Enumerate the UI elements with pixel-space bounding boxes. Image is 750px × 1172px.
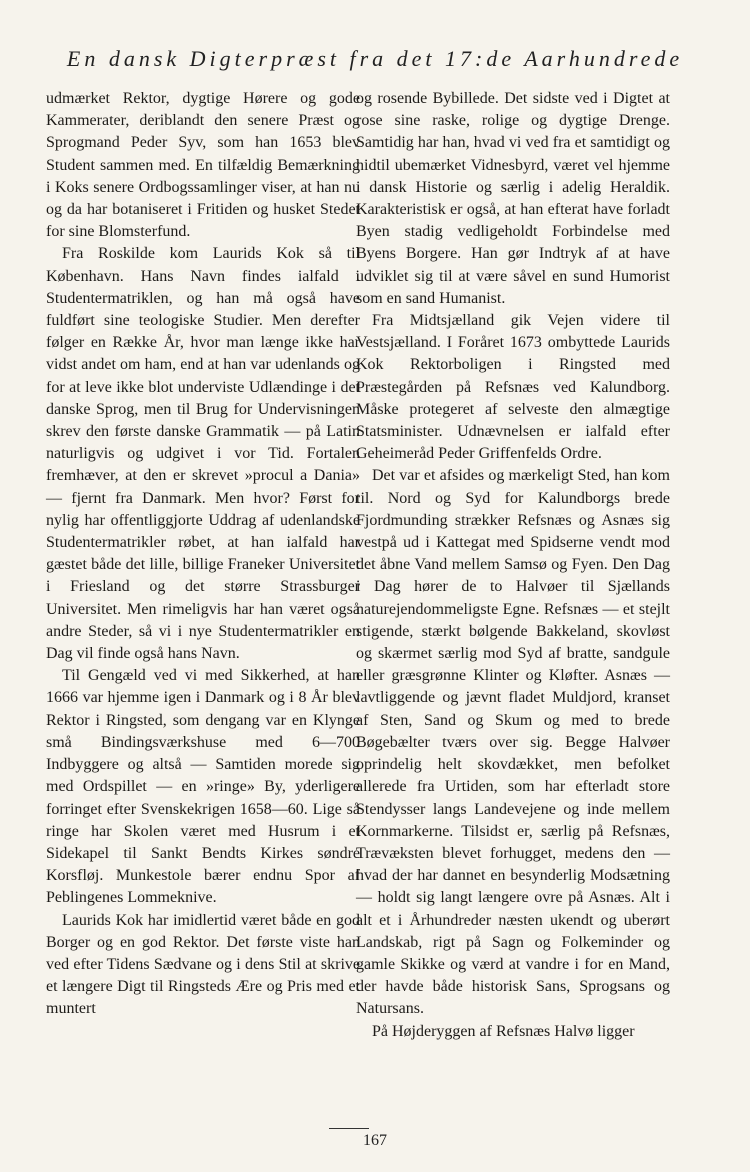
page-number-rule [329, 1128, 369, 1129]
paragraph: Fra Midtsjælland gik Vejen videre til Vestsjælland. I Foråret 1673 ombyttede Laurids Kok Rektorboligen i Ringsted med Præstegården på Refsnæs ved Kalundborg. Måske protegeret af selveste den almægtige Statsminister. Udnævnelsen er ialfald efter Geheimeråd Peder Griffenfelds Ordre. [356, 312, 670, 463]
running-head: En dansk Digterpræst fra det 17:de Aarhundrede [66, 46, 684, 71]
paragraph: og rosende Bybillede. Det sidste ved i Digtet at rose sine raske, rolige og dygtige Drenge. Samtidig har han, hvad vi ved fra et samtidigt og hidtil ubemærket Vidnesbyrd, været vel hjemme i dansk Historie og særlig i adelig Heraldik. Karakteristisk er også, at han efterat have forladt Byen stadig vedligeholdt Forbindelse med Byens Borgere. Han gør Indtryk af at have udviklet sig til at være såvel en sund Humorist som en sand Humanist. [356, 90, 670, 307]
paragraph: udmærket Rektor, dygtige Hørere og gode Kammerater, deriblandt den senere Præst og Sprogmand Peder Syv, som han 1653 blev Student sammen med. En tilfældig Bemærkning i Koks senere Ordbogssamlinger viser, at han nu og da har botaniseret i Fritiden og husket Stedet for sine Blomsterfund. [46, 90, 360, 241]
paragraph: Det var et afsides og mærkeligt Sted, han kom til. Nord og Syd for Kalundborgs brede Fjordmunding strækker Refsnæs og Asnæs sig vestpå ud i Kattegat med Spidserne vendt mod det åbne Vand mellem Samsø og Fyen. Den Dag i Dag hører de to Halvøer til Sjællands naturejendommeligste Egne. Refsnæs — et stejlt stigende, stærkt bølgende Bakkeland, skovløst og skærmet særlig mod Syd af bratte, sandgule eller græsgrønne Klinter og Kløfter. Asnæs — lavtliggende og jævnt fladet Muldjord, kranset af Sten, Sand og Skum og med to brede Bøgebælter tværs over sig. Begge Halvøer oprindelig helt skovdækket, men befolket allerede fra Urtiden, som har efterladt store Stendysser langs Landevejene og inde mellem Kornmarkerne. Tilsidst er, særlig på Refsnæs, Trævæksten blevet forhugget, medens den — hvad der har dannet en besynderlig Modsætning — holdt sig langt længere ovre på Asnæs. Alt i alt et i Århundreder næsten ukendt og uberørt Landskab, rigt på Sagn og Folkeminder og gamle Skikke og værd at vandre i for en Mand, der havde både historisk Sans, Sprogsans og Natursans. [356, 467, 670, 1018]
paragraph: Fra Roskilde kom Laurids Kok så til København. Hans Navn findes ialfald i Studentermatriklen, og han må også have fuldført sine teologiske Studier. Men derefter følger en Række År, hvor man længe ikke har vidst andet om ham, end at han var udenlands og for at leve ikke blot underviste Udlændinge i det danske Sprog, men til Brug for Undervisningen skrev den første danske Grammatik — på Latin naturligvis og udgivet i vor Tid. Fortalen fremhæver, at den er skrevet »procul a Dania» — fjernt fra Danmark. Men hvor? Først for nylig har offentliggjorte Uddrag af udenlandske Studentermatrikler røbet, at han ialfald har gæstet både det lille, billige Franeker Universitet i Friesland og det større Strassburger Universitet. Men rimeligvis har han været også andre Steder, så vi i nye Studentermatrikler en Dag vil finde også hans Navn. [46, 245, 360, 663]
paragraph: Laurids Kok har imidlertid været både en god Borger og en god Rektor. Det første viste han ved efter Tidens Sædvane og i dens Stil at skrive et længere Digt til Ringsteds Ære og Pris med et muntert [46, 911, 360, 1018]
left-column [46, 88, 360, 1021]
paragraph: Til Gengæld ved vi med Sikkerhed, at han 1666 var hjemme igen i Danmark og i 8 År blev Rektor i Ringsted, som dengang var en Klynge små Bindingsværkshuse med 6—700 Indbyggere og altså — Samtiden morede sig med Ordspillet — en »ringe» By, yderligere forringet efter Svenskekrigen 1658—60. Lige så ringe har Skolen været med Husrum i et Sidekapel til Sankt Bendts Kirkes søndre Korsfløj. Munkestole bærer endnu Spor af Peblingenes Lommeknive. [46, 667, 360, 907]
page-number: 167 [363, 1132, 387, 1149]
right-column [356, 88, 670, 1043]
paragraph: På Højderyggen af Refsnæs Halvø ligger [372, 1022, 635, 1040]
